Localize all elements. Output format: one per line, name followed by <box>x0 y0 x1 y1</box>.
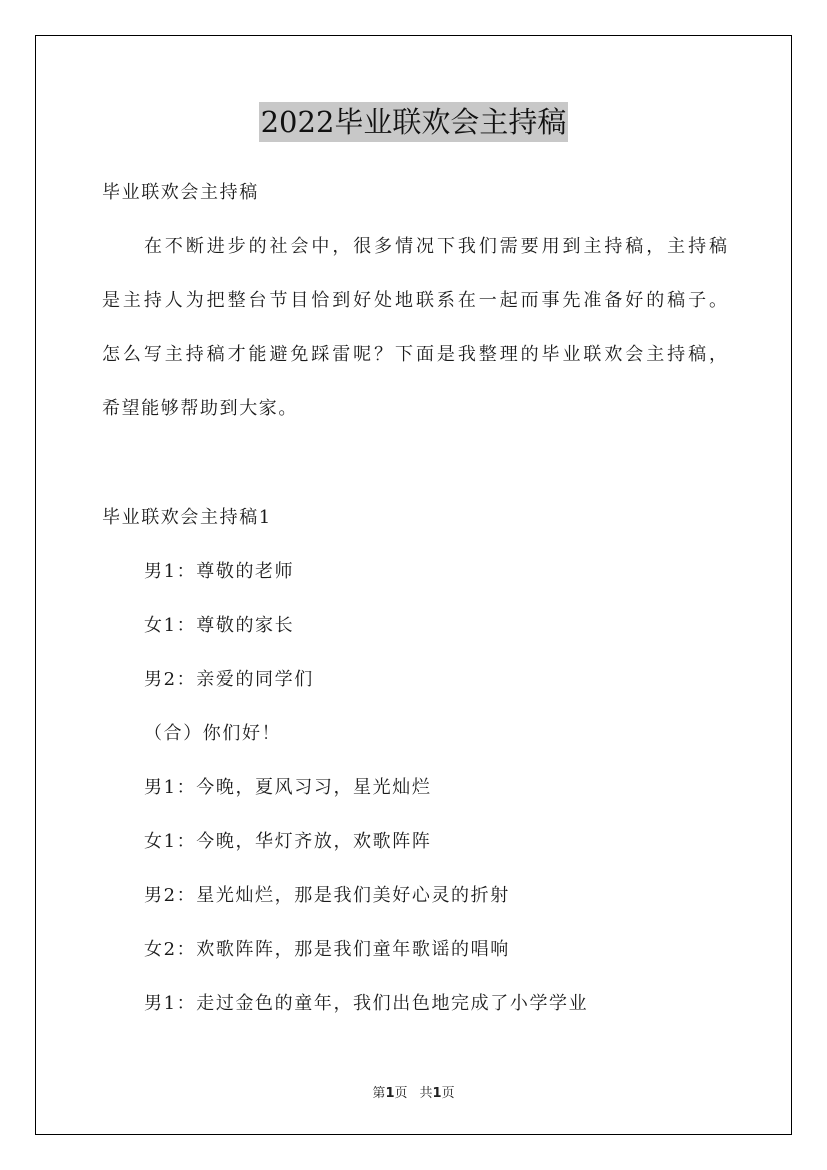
script-line-5: 男1：今晚，夏风习习，星光灿烂 <box>144 777 432 798</box>
intro-line-3: 怎么写主持稿才能避免踩雷呢？下面是我整理的毕业联欢会主持稿， <box>102 344 727 365</box>
document-title: 2022毕业联欢会主持稿 <box>259 102 569 142</box>
page-number: 1 <box>385 1086 395 1101</box>
script-line-7: 男2：星光灿烂，那是我们美好心灵的折射 <box>144 885 510 906</box>
script-line-3: 男2：亲爱的同学们 <box>144 669 314 690</box>
script-line-6: 女1：今晚，华灯齐放，欢歌阵阵 <box>144 831 432 852</box>
section-heading: 毕业联欢会主持稿1 <box>102 507 272 528</box>
subtitle: 毕业联欢会主持稿 <box>102 182 259 203</box>
page-footer <box>0 1086 827 1102</box>
script-line-2: 女1：尊敬的家长 <box>144 615 295 636</box>
intro-line-4: 希望能够帮助到大家。 <box>102 398 298 419</box>
total-number: 1 <box>432 1086 442 1101</box>
script-line-9: 男1：走过金色的童年，我们出色地完成了小学学业 <box>144 993 589 1014</box>
script-line-4: （合）你们好！ <box>144 723 282 744</box>
intro-line-2: 是主持人为把整台节目恰到好处地联系在一起而事先准备好的稿子。 <box>102 290 727 311</box>
page-suffix: 页 <box>394 1086 408 1101</box>
script-line-1: 男1：尊敬的老师 <box>144 561 295 582</box>
script-line-8: 女2：欢歌阵阵，那是我们童年歌谣的唱响 <box>144 939 510 960</box>
intro-line-1: 在不断进步的社会中，很多情况下我们需要用到主持稿，主持稿 <box>144 236 727 257</box>
title-wrapper <box>0 102 827 142</box>
total-suffix: 页 <box>441 1086 455 1101</box>
total-prefix: 共 <box>419 1086 433 1101</box>
page-prefix: 第 <box>372 1086 386 1101</box>
